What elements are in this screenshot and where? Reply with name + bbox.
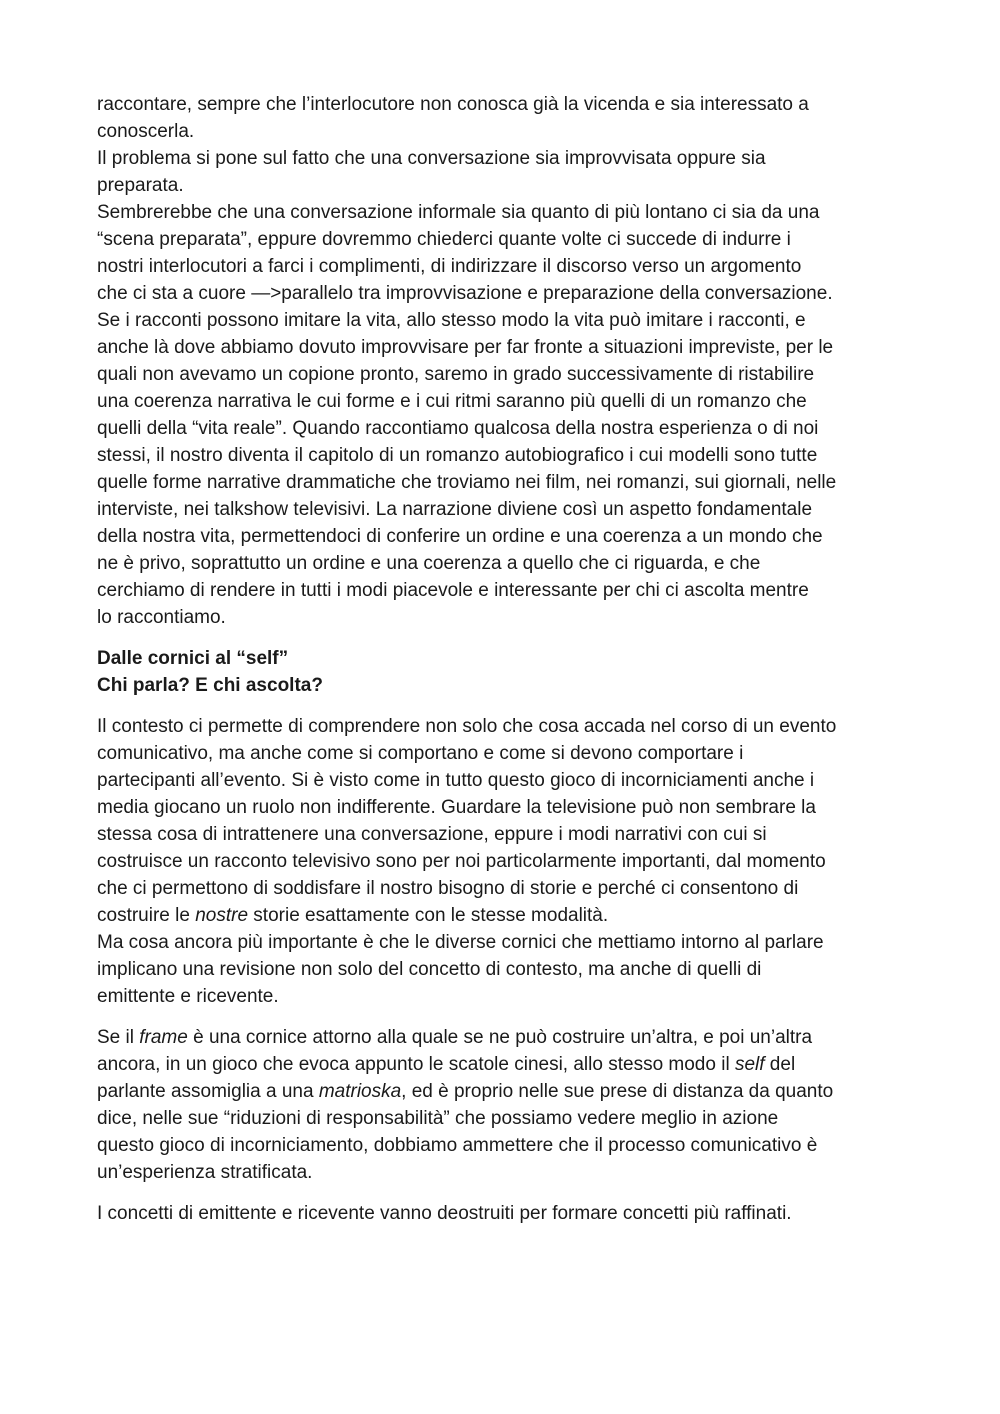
- emphasis-text: self: [734, 1054, 765, 1075]
- text-line: Ma cosa ancora più importante è che le diverse cornici che mettiamo intorno al parlare: [97, 932, 824, 953]
- text-line: una coerenza narrativa le cui forme e i cui ritmi saranno più quelli di un romanzo che: [97, 391, 807, 412]
- text-line: [97, 1024, 917, 1051]
- contesto-paragraph: [97, 713, 917, 1010]
- intro-paragraph: [97, 91, 917, 631]
- text-run: ancora, in un gioco che evoca appunto le scatole cinesi, allo stesso modo il: [97, 1054, 735, 1075]
- document-page: [97, 91, 917, 1227]
- text-line: un’esperienza stratificata.: [97, 1162, 313, 1183]
- heading-line-2: Chi parla? E chi ascolta?: [97, 675, 323, 696]
- text-line: Se i racconti possono imitare la vita, allo stesso modo la vita può imitare i racconti, e: [97, 310, 806, 331]
- closing-paragraph: I concetti di emittente e ricevente vanno deostruiti per formare concetti più raffinati.: [97, 1203, 792, 1224]
- emphasis-text: matrioska: [318, 1081, 402, 1102]
- text-line: quali non avevamo un copione pronto, saremo in grado successivamente di ristabilire: [97, 364, 815, 385]
- text-line: questo gioco di incorniciamento, dobbiamo ammettere che il processo comunicativo è: [97, 1135, 818, 1156]
- text-run: costruire le: [97, 905, 196, 926]
- text-run: è una cornice attorno alla quale se ne può costruire un’altra, e poi un’altra: [187, 1027, 813, 1048]
- text-line: cerchiamo di rendere in tutti i modi piacevole e interessante per chi ci ascolta mentre: [97, 580, 809, 601]
- text-line: emittente e ricevente.: [97, 986, 279, 1007]
- text-line: raccontare, sempre che l’interlocutore non conosca già la vicenda e sia interessato a: [97, 94, 809, 115]
- emphasis-text: frame: [139, 1027, 188, 1048]
- text-run: Se il: [97, 1027, 140, 1048]
- text-line: implicano una revisione non solo del concetto di contesto, ma anche di quelli di: [97, 959, 762, 980]
- text-line: che ci permettono di soddisfare il nostro bisogno di storie e perché ci consentono di: [97, 878, 799, 899]
- paragraph-gap: [97, 631, 917, 645]
- text-line: stessa cosa di intrattenere una conversazione, eppure i modi narrativi con cui si: [97, 824, 767, 845]
- text-line: interviste, nei talkshow televisivi. La narrazione diviene così un aspetto fondamentale: [97, 499, 813, 520]
- text-line: “scena preparata”, eppure dovremmo chiederci quante volte ci succede di indurre i: [97, 229, 791, 250]
- text-line: quelle forme narrative drammatiche che troviamo nei film, nei romanzi, sui giornali, nelle: [97, 472, 837, 493]
- paragraph-gap: [97, 699, 917, 713]
- text-line: media giocano un ruolo non indifferente. Guardare la televisione può non sembrare la: [97, 797, 816, 818]
- text-run: del: [764, 1054, 796, 1075]
- text-line: lo raccontiamo.: [97, 607, 226, 628]
- text-line: conoscerla.: [97, 121, 195, 142]
- heading-line-1: Dalle cornici al “self”: [97, 648, 289, 669]
- frame-paragraph: [97, 1024, 917, 1186]
- text-line: Il contesto ci permette di comprendere non solo che cosa accada nel corso di un evento: [97, 716, 837, 737]
- paragraph-gap: [97, 1186, 917, 1200]
- text-line: comunicativo, ma anche come si comportano e come si devono comportare i: [97, 743, 744, 764]
- text-line: della nostra vita, permettendoci di conferire un ordine e una coerenza a un mondo che: [97, 526, 823, 547]
- text-line: preparata.: [97, 175, 184, 196]
- text-line: Il problema si pone sul fatto che una conversazione sia improvvisata oppure sia: [97, 148, 766, 169]
- text-line: Sembrerebbe che una conversazione informale sia quanto di più lontano ci sia da una: [97, 202, 820, 223]
- emphasis-text: nostre: [195, 905, 249, 926]
- text-line: anche là dove abbiamo dovuto improvvisare per far fronte a situazioni impreviste, per le: [97, 337, 834, 358]
- paragraph-gap: [97, 1010, 917, 1024]
- text-line: costruisce un racconto televisivo sono per noi particolarmente importanti, dal momento: [97, 851, 826, 872]
- text-line: ne è privo, soprattutto un ordine e una coerenza a quello che ci riguarda, e che: [97, 553, 761, 574]
- text-line: che ci sta a cuore —>parallelo tra improvvisazione e preparazione della conversazione.: [97, 283, 833, 304]
- text-line: [97, 1051, 917, 1078]
- text-line: nostri interlocutori a farci i complimenti, di indirizzare il discorso verso un argomento: [97, 256, 802, 277]
- text-line: [97, 902, 917, 929]
- text-run: parlante assomiglia a una: [97, 1081, 319, 1102]
- text-line: dice, nelle sue “riduzioni di responsabilità” che possiamo vedere meglio in azione: [97, 1108, 779, 1129]
- text-line: [97, 1078, 917, 1105]
- text-run: , ed è proprio nelle sue prese di distanza da quanto: [401, 1081, 834, 1102]
- text-line: stessi, il nostro diventa il capitolo di un romanzo autobiografico i cui modelli sono tutte: [97, 445, 818, 466]
- text-line: partecipanti all’evento. Si è visto come in tutto questo gioco di incorniciamenti anche i: [97, 770, 815, 791]
- text-line: quelli della “vita reale”. Quando raccontiamo qualcosa della nostra esperienza o di noi: [97, 418, 819, 439]
- section-heading: [97, 645, 917, 699]
- text-run: storie esattamente con le stesse modalità.: [248, 905, 609, 926]
